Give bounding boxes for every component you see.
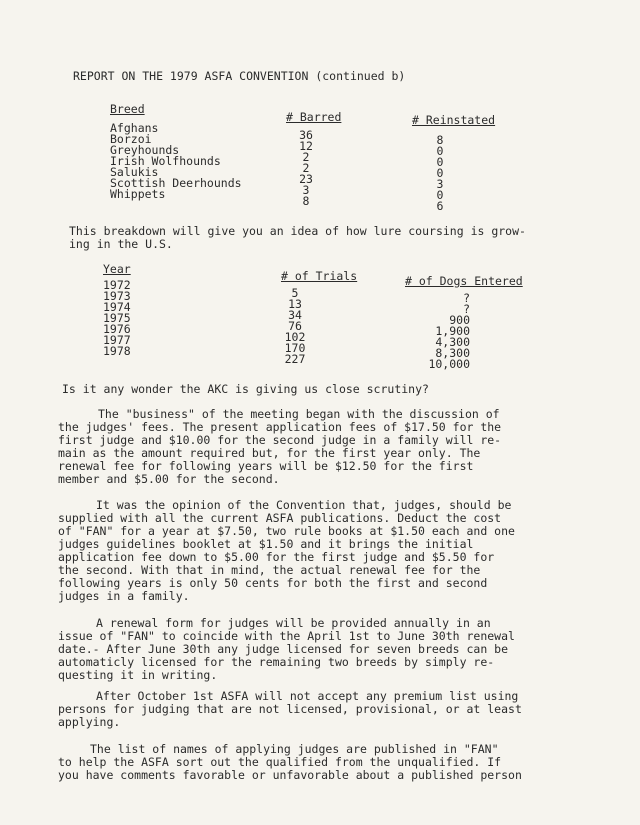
reinstated-cell: 3 (436, 177, 444, 191)
trials-cell: 76 (288, 319, 302, 333)
reinstated-header: # Reinstated (412, 113, 496, 127)
paragraph-line: applying. (58, 715, 121, 729)
breed-header: Breed (110, 102, 145, 116)
year-cell: 1978 (103, 344, 131, 358)
paragraph-line: judges in a family. (58, 589, 190, 603)
reinstated-cell: 0 (436, 155, 444, 169)
barred-cell: 8 (302, 194, 310, 208)
reinstated-cell: 0 (436, 188, 444, 202)
breakdown-line: This breakdown will give you an idea of how lure coursing is grow- (69, 224, 526, 238)
breed-list (110, 123, 242, 200)
trials-cell: 170 (284, 341, 306, 355)
breakdown-line: ing in the U.S. (69, 237, 173, 251)
paragraph-line: The list of names of applying judges are published in "FAN" (90, 742, 499, 756)
trials-cell: 102 (284, 330, 306, 344)
reinstated-list (420, 135, 460, 212)
year-cell: 1976 (103, 322, 131, 336)
paragraph-line: member and $5.00 for the second. (58, 472, 280, 486)
trials-header: # of Trials (281, 269, 358, 283)
paragraph-line: persons for judging that are not licensed, provisional, or at least (58, 702, 522, 716)
year-cell: 1973 (103, 289, 131, 303)
reinstated-cell: 0 (436, 166, 444, 180)
paragraph-line: renewal fee for following years will be $12.50 for the first (58, 459, 474, 473)
trials-cell: 34 (288, 308, 302, 322)
paragraph-line: first judge and $10.00 for the second judge in a family will re- (58, 433, 502, 447)
paragraph-line: you have comments favorable or unfavorable about a published person (58, 768, 522, 782)
dogs-list (418, 293, 470, 370)
barred-cell: 23 (299, 172, 313, 186)
dogs-header: # of Dogs Entered (405, 274, 523, 288)
paragraph-line: judges guidelines booklet at $1.50 and it brings the initial (58, 537, 474, 551)
barred-cell: 2 (302, 150, 310, 164)
paragraph-line: to help the ASFA sort out the qualified from the unqualified. If (58, 755, 502, 769)
dogs-cell: ? (463, 291, 470, 305)
paragraph-line: application fee down to $5.00 for the first judge and $5.50 for (58, 550, 495, 564)
breed-cell: Salukis (110, 165, 159, 179)
breed-cell: Borzoi (110, 132, 152, 146)
trials-list (275, 288, 315, 365)
barred-cell: 12 (299, 139, 313, 153)
trials-cell: 5 (291, 286, 299, 300)
trials-cell: 13 (288, 297, 302, 311)
dogs-cell: 900 (449, 313, 470, 327)
year-header: Year (103, 262, 131, 276)
paragraph-line: A renewal form for judges will be provided annually in an (96, 616, 491, 630)
trials-cell: 227 (284, 352, 306, 366)
paragraph-line: issue of "FAN" to coincide with the April 1st to June 30th renewal (58, 629, 515, 643)
barred-list (286, 130, 326, 207)
reinstated-cell: 0 (436, 144, 444, 158)
reinstated-cell: 8 (436, 133, 444, 147)
dogs-cell: 10,000 (428, 357, 470, 371)
paragraph-line: the second. With that in mind, the actual renewal fee for the (58, 563, 481, 577)
dogs-cell: ? (463, 302, 470, 316)
barred-header: # Barred (286, 110, 342, 124)
paragraph-line: questing it in writing. (58, 668, 218, 682)
paragraph-line: of "FAN" for a year at $7.50, two rule books at $1.50 each and one (58, 524, 515, 538)
year-cell: 1977 (103, 333, 131, 347)
barred-cell: 2 (302, 161, 310, 175)
year-cell: 1972 (103, 278, 131, 292)
dogs-cell: 1,900 (435, 324, 470, 338)
year-list (103, 280, 131, 357)
year-cell: 1975 (103, 311, 131, 325)
report-title: REPORT ON THE 1979 ASFA CONVENTION (continued b) (73, 69, 406, 83)
paragraph-line: It was the opinion of the Convention that, judges, should be (96, 498, 512, 512)
breed-cell: Afghans (110, 121, 159, 135)
breed-cell: Scottish Deerhounds (110, 176, 242, 190)
breed-cell: Greyhounds (110, 143, 180, 157)
barred-cell: 3 (302, 183, 310, 197)
paragraph-line: the judges' fees. The present application fees of $17.50 for the (58, 420, 502, 434)
paragraph-line: supplied with all the current ASFA publications. Deduct the cost (58, 511, 502, 525)
paragraph-line: main as the amount required but, for the first year only. The (58, 446, 481, 460)
dogs-cell: 4,300 (435, 335, 470, 349)
paragraph-line: automaticly licensed for the remaining two breeds by simply re- (58, 655, 495, 669)
paragraph-line: After October 1st ASFA will not accept any premium list using (96, 689, 519, 703)
breed-cell: Whippets (110, 187, 166, 201)
scrutiny-question: Is it any wonder the AKC is giving us close scrutiny? (62, 382, 429, 396)
paragraph-line: The "business" of the meeting began with the discussion of (98, 407, 500, 421)
year-cell: 1974 (103, 300, 131, 314)
paragraph-line: following years is only 50 cents for both the first and second (58, 576, 488, 590)
paragraph-line: date.- After June 30th any judge licensed for seven breeds can be (58, 642, 509, 656)
breed-cell: Irish Wolfhounds (110, 154, 221, 168)
reinstated-cell: 6 (436, 199, 444, 213)
barred-cell: 36 (299, 128, 313, 142)
dogs-cell: 8,300 (435, 346, 470, 360)
